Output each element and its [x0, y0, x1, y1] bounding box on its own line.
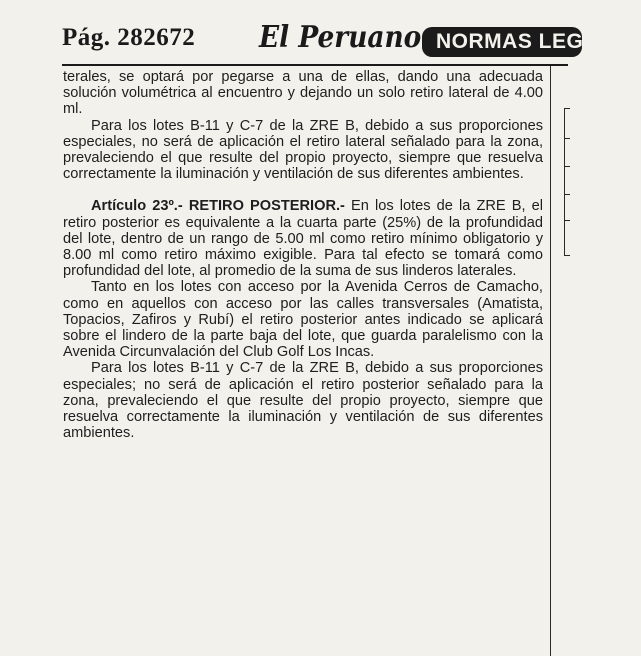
adjacent-column-table-fragment [564, 108, 570, 256]
paragraph-continued: terales, se optará por pegarse a una de ellas, dando una adecuada solución volumétrica al encuentro y dejando un solo retiro lateral de 4.00 ml. [63, 69, 543, 118]
article-23-body: En los lotes de la ZRE B, el retiro posterior es equivalente a la cuarta parte (25%) de la profundidad del lote, dentro de un rango de 5.00 ml como retiro mínimo obligatorio y 8.00 ml como retiro máximo exigible. Para tal efecto se tomará como profundidad del lote, al promedio de la suma de sus linderos laterales. [63, 198, 543, 280]
article-column [63, 69, 543, 441]
table-row-line [564, 166, 570, 167]
page-number: Pág. 282672 [62, 24, 196, 51]
newspaper-masthead: El Peruano [259, 20, 422, 55]
header-rule [62, 64, 568, 66]
paragraph-posterior-exception: Para los lotes B-11 y C-7 de la ZRE B, debido a sus proporciones especiales; no será de aplicación el retiro posterior señalado para la zona, prevaleciendo el que resulte del propio proyecto, siempre que resuelva correctamente la iluminación y ventilación de sus diferentes ambientes. [63, 360, 543, 442]
table-edge [564, 108, 565, 256]
page-header [62, 20, 641, 62]
paragraph-lateral-exception: Para los lotes B-11 y C-7 de la ZRE B, debido a sus proporciones especiales, no será de aplicación el retiro lateral señalado para la zona, prevaleciendo el que resulte del propio proyecto, siempre que resuelva correctamente la iluminación y ventilación de sus diferentes ambientes. [63, 117, 543, 183]
paragraph-article-23 [63, 198, 543, 279]
article-heading: Artículo 23º.- RETIRO POSTERIOR.- [91, 198, 345, 215]
column-divider [550, 66, 551, 656]
section-badge-label: NORMAS LEGALES [436, 30, 641, 53]
section-badge [422, 27, 641, 57]
table-row-line [564, 108, 570, 109]
table-row-line [564, 255, 570, 256]
paragraph-access-lots: Tanto en los lotes con acceso por la Avenida Cerros de Camacho, como en aquellos con acceso por las calles transversales (Amatista, Topacios, Zafiros y Rubí) el retiro posterior antes indicado se aplicará sobre el lindero de la parte baja del lote, que guarda paralelismo con la Avenida Circunvalación del Club Golf Los Incas. [63, 279, 543, 361]
table-row-line [564, 138, 570, 139]
table-row-line [564, 194, 570, 195]
table-row-line [564, 220, 570, 221]
